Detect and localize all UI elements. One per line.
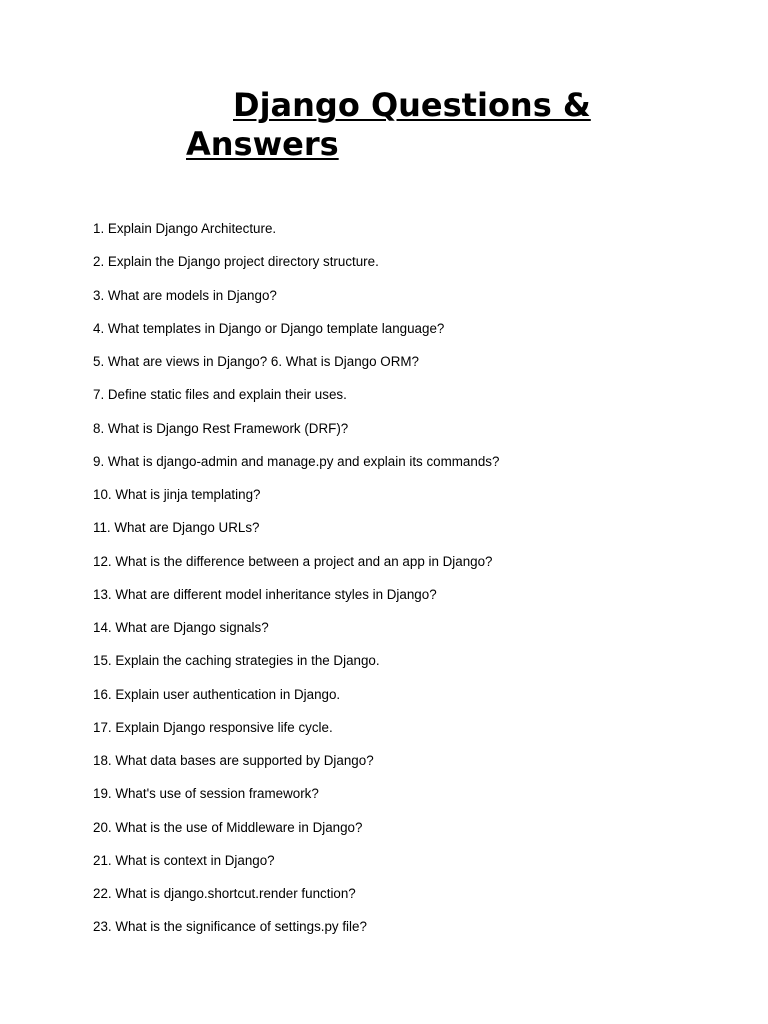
question-item: 9. What is django-admin and manage.py and explain its commands?	[93, 453, 500, 469]
question-item: 16. Explain user authentication in Django.	[93, 686, 341, 702]
question-item: 17. Explain Django responsive life cycle.	[93, 719, 333, 735]
question-item: 1. Explain Django Architecture.	[93, 221, 277, 236]
question-item: 18. What data bases are supported by Django?	[93, 753, 374, 768]
question-item: 12. What is the difference between a project and an app in Django?	[93, 553, 493, 569]
question-item: 4. What templates in Django or Django template language?	[93, 320, 445, 336]
question-item: 20. What is the use of Middleware in Django?	[93, 819, 363, 835]
question-item: 13. What are different model inheritance styles in Django?	[93, 586, 437, 602]
question-item: 11. What are Django URLs?	[93, 520, 260, 536]
question-item	[93, 951, 499, 971]
question-item: 19. What's use of session framework?	[93, 786, 319, 802]
question-item: 5. What are views in Django? 6. What is Django ORM?	[93, 354, 419, 369]
question-item: 8. What is Django Rest Framework (DRF)?	[93, 420, 349, 436]
question-item: 2. Explain the Django project directory structure.	[93, 254, 379, 270]
question-item: 15. Explain the caching strategies in the Django.	[93, 653, 380, 669]
question-item: 7. Define static files and explain their uses.	[93, 387, 347, 403]
question-item: 23. What is the significance of settings.py file?	[93, 919, 367, 935]
question-item: 3. What are models in Django?	[93, 287, 277, 303]
question-list	[93, 219, 499, 984]
question-item: 22. What is django.shortcut.render function?	[93, 886, 356, 901]
question-item: 21. What is context in Django?	[93, 852, 275, 868]
document-title: Django Questions & Answers	[186, 86, 591, 163]
question-item: 14. What are Django signals?	[93, 620, 269, 635]
question-item: 10. What is jinja templating?	[93, 487, 261, 502]
